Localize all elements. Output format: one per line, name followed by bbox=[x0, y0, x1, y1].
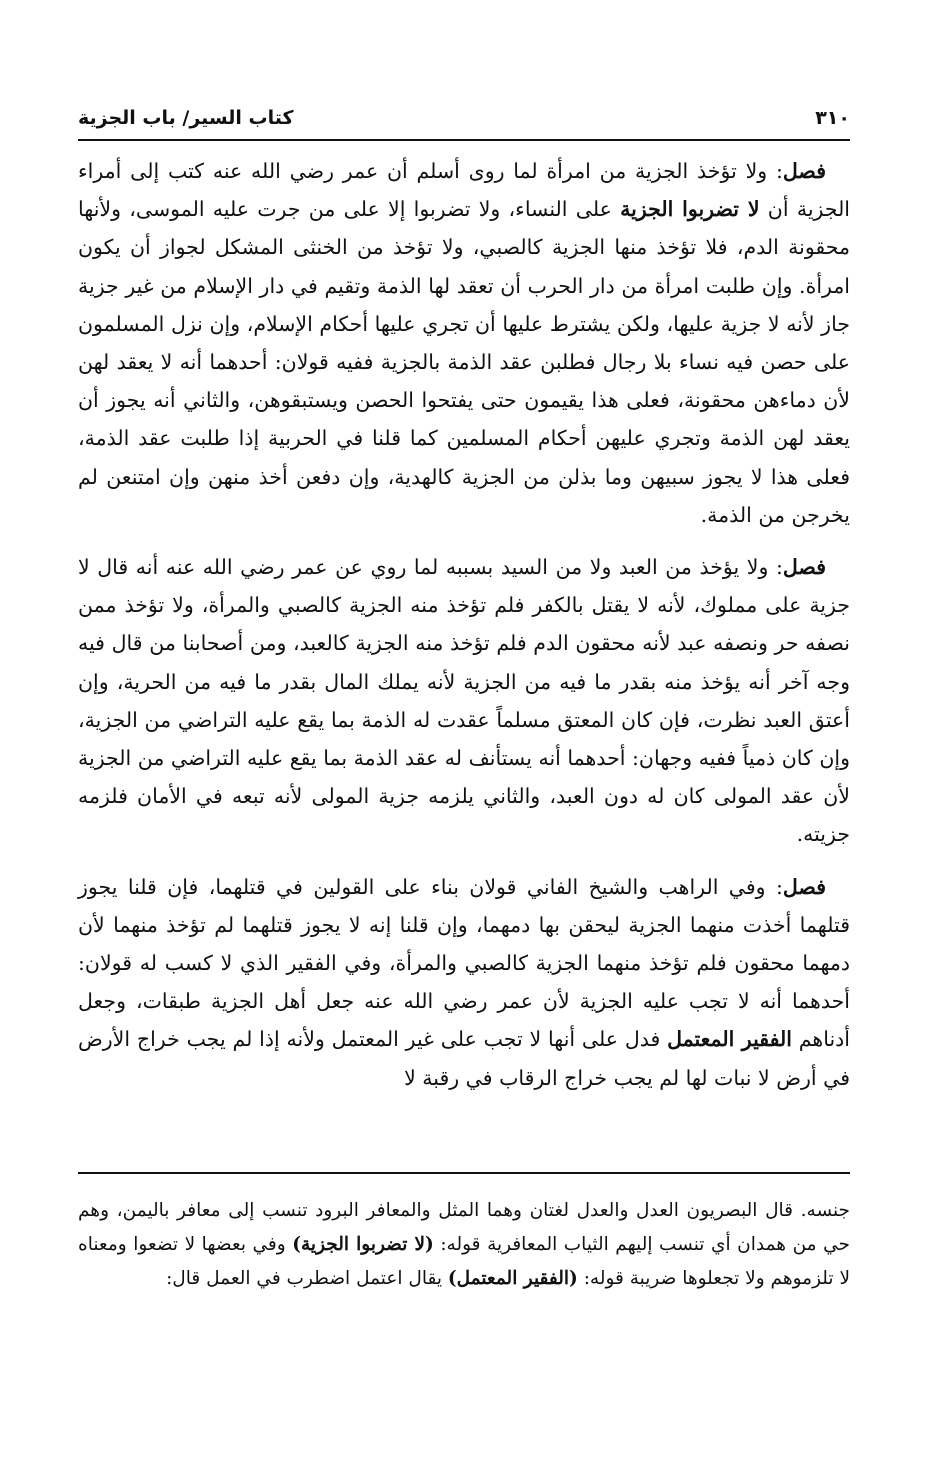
footnote-quote: (الفقير المعتمل) bbox=[447, 1268, 578, 1289]
main-text bbox=[78, 152, 850, 1111]
footnote-text bbox=[78, 1194, 850, 1296]
paragraph-text: فدل على أنها لا تجب على غير المعتمل ولأنه إذا لم يجب خراج الأرض في أرض لا نبات لها لم يجب خراج الرقاب في رقبة لا bbox=[78, 1027, 850, 1090]
section-marker: فصل bbox=[782, 555, 826, 580]
emphasized-phrase: لا تضربوا الجزية bbox=[620, 197, 760, 222]
running-title: كتاب السير/ باب الجزية bbox=[78, 107, 294, 129]
paragraph-text: على النساء، ولا تضربوا إلا على من جرت عليه الموسى، ولأنها محقونة الدم، فلا تؤخذ منها الجزية كالصبي، ولا تؤخذ من الخنثى المشكل لجواز أن يكون امرأة. وإن طلبت امرأة من دار الحرب أن تعقد لها الذمة وتقيم في دار الإسلام من غير جزية جاز لأنه لا جزية عليها، ولكن يشترط عليها أن تجري عليها أحكام الإسلام، وإن نزل المسلمون على حصن فيه نساء بلا رجال فطلبن عقد الذمة بالجزية ففيه قولان: أحدهما أنه لا يعقد لهن لأن دماءهن محقونة، فعلى هذا يقيمون حتى يفتحوا الحصن ويستبقوهن، والثاني أنه يجوز أن يعقد لهن الذمة وتجري عليهن أحكام المسلمين كما قلنا في الحربية إذا طلبت عقد الذمة، فعلى هذا لا يجوز سبيهن وما بذلن من الجزية كالهدية، وإن دفعن أخذ منهن وإن امتنعن لم يخرجن من الذمة. bbox=[78, 197, 850, 527]
paragraph-text: : ولا يؤخذ من العبد ولا من السيد بسببه لما روي عن عمر رضي الله عنه أنه قال لا جزية على مملوك، لأنه لا يقتل بالكفر فلم تؤخذ منه الجزية كالصبي والمرأة، ولا تؤخذ ممن نصفه حر ونصفه عبد لأنه محقون الدم فلم تؤخذ منه الجزية كالعبد، ومن أصحابنا من قال فيه وجه آخر أنه يؤخذ منه بقدر ما فيه من الجزية لأنه يملك المال بقدر ما فيه من الحرية، وإن أعتق العبد نظرت، فإن كان المعتق مسلماً عقدت له الذمة بما يقع عليه التراضي من الجزية، وإن كان ذمياً ففيه وجهان: أحدهما أنه يستأنف له عقد الذمة بما يقع عليه التراضي من الجزية لأن عقد المولى كان له دون العبد، والثاني يلزمه جزية المولى لأنه تبعه في الأمان فلزمه جزيته. bbox=[78, 555, 850, 847]
footnote-segment: جنسه. قال البصريون العدل والعدل لغتان وهما المثل والمعافر البرود تنسب إلى معافر باليمن، وهم حي من همدان أي تنسب إليهم الثياب المعافرية قوله: bbox=[78, 1200, 850, 1255]
section-marker: فصل bbox=[782, 159, 826, 183]
footnote bbox=[78, 1194, 850, 1296]
footnote-quote: (لا تضربوا الجزية) bbox=[292, 1234, 434, 1255]
paragraph-slave bbox=[78, 548, 850, 854]
footnote-segment: وفي بعضها لا تضعوا ومعناه لا تلزموهم ولا تجعلوها ضريبة قوله: bbox=[78, 1234, 850, 1289]
footnote-divider bbox=[78, 1172, 850, 1174]
paragraph-monk bbox=[78, 868, 850, 1097]
footnote-segment: يقال اعتمل اضطرب في العمل قال: bbox=[166, 1268, 448, 1289]
page-header bbox=[78, 98, 850, 138]
emphasized-phrase: الفقير المعتمل bbox=[667, 1027, 792, 1052]
paragraph-text: : ولا تؤخذ الجزية من امرأة لما روى أسلم أن عمر رضي الله عنه كتب إلى أمراء الجزية أن bbox=[78, 159, 851, 222]
header-divider bbox=[78, 139, 850, 141]
paragraph-text: : وفي الراهب والشيخ الفاني قولان بناء على القولين في قتلهما، فإن قلنا يجوز قتلهما أخذت منهما الجزية ليحقن بها دمهما، وإن قلنا إنه لا يجوز قتلهما لم تؤخذ منهما لأن دمهما محقون فلم تؤخذ منهما الجزية كالصبي والمرأة، وفي الفقير الذي لا كسب له قولان: أحدهما أنه لا تجب عليه الجزية لأن عمر رضي الله عنه جعل أهل الجزية طبقات، وجعل أدناهم bbox=[78, 874, 850, 1052]
page-number: ٣١٠ bbox=[815, 107, 850, 129]
paragraph-women bbox=[78, 152, 850, 534]
section-marker: فصل bbox=[782, 874, 826, 899]
